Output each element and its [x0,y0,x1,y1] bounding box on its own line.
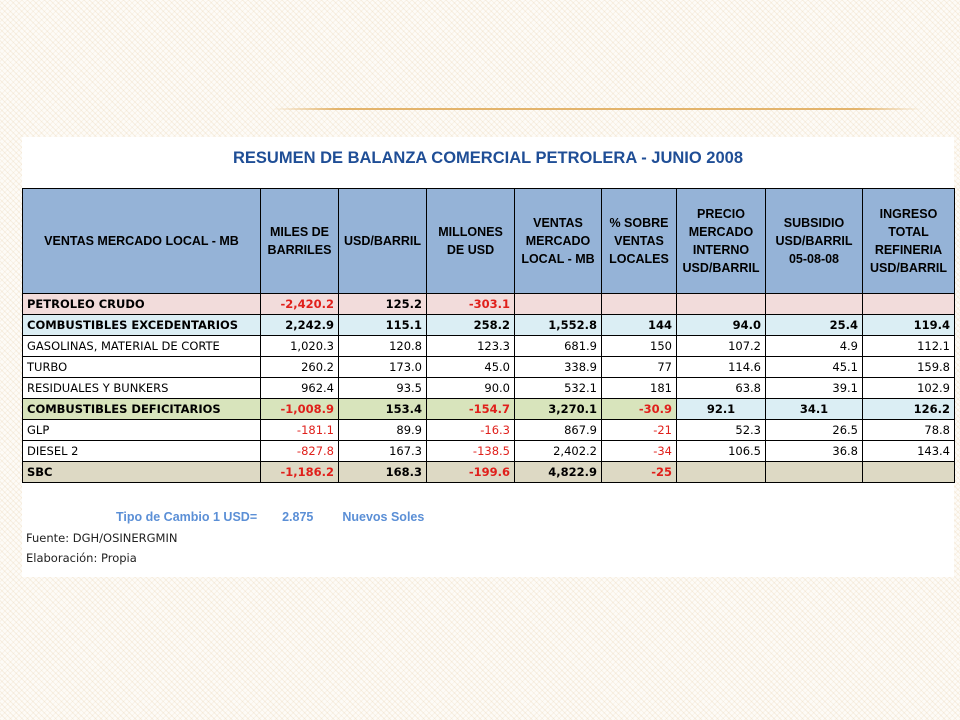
table-cell: -1,008.9 [261,399,339,420]
table-cell: 78.8 [863,420,955,441]
table-cell [863,462,955,483]
table-cell: 150 [602,336,677,357]
table-cell: 1,552.8 [515,315,602,336]
table-cell: -181.1 [261,420,339,441]
table-cell: 260.2 [261,357,339,378]
table-title: RESUMEN DE BALANZA COMERCIAL PETROLERA - JUNIO 2008 [232,149,744,167]
table-cell: 168.3 [339,462,427,483]
row-label-cell: GLP [23,420,261,441]
source-note: Fuente: DGH/OSINERGMIN [26,531,178,545]
table-cell: 63.8 [677,378,766,399]
exchange-rate-unit: Nuevos Soles [342,510,425,524]
table-cell [863,294,955,315]
table-row [23,336,955,357]
table-row [23,378,955,399]
exchange-rate-note [116,510,424,524]
table-cell: 338.9 [515,357,602,378]
table-cell: -16.3 [427,420,515,441]
table-cell: -1,186.2 [261,462,339,483]
table-cell: 167.3 [339,441,427,462]
table-cell: 962.4 [261,378,339,399]
table-cell: 125.2 [339,294,427,315]
table-cell: 532.1 [515,378,602,399]
table-cell: -2,420.2 [261,294,339,315]
table-cell: 114.6 [677,357,766,378]
table-row [23,420,955,441]
table-cell: -34 [602,441,677,462]
table-cell: -154.7 [427,399,515,420]
table-cell: 52.3 [677,420,766,441]
table-cell: 2,242.9 [261,315,339,336]
header-cell: INGRESO TOTAL REFINERIA USD/BARRIL [863,189,955,294]
table-cell: 94.0 [677,315,766,336]
table-cell: 102.9 [863,378,955,399]
table-cell: 681.9 [515,336,602,357]
table-cell: -827.8 [261,441,339,462]
table-cell: 123.3 [427,336,515,357]
table-cell: -303.1 [427,294,515,315]
table-cell: 2,402.2 [515,441,602,462]
table-cell: 126.2 [863,399,955,420]
exchange-rate-value: 2.875 [282,510,314,524]
table-cell: -30.9 [602,399,677,420]
table-cell: 89.9 [339,420,427,441]
trade-balance-table [22,188,955,483]
table-cell: 92.1 [677,399,766,420]
header-cell: USD/BARRIL [339,189,427,294]
table-cell: 3,270.1 [515,399,602,420]
table-cell: -199.6 [427,462,515,483]
table-cell [515,294,602,315]
header-row [23,189,955,294]
row-label-cell: RESIDUALES Y BUNKERS [23,378,261,399]
exchange-rate-label: Tipo de Cambio 1 USD= [116,510,258,524]
table-row [23,441,955,462]
table-row [23,357,955,378]
row-label-cell: GASOLINAS, MATERIAL DE CORTE [23,336,261,357]
table-cell [602,294,677,315]
header-cell: % SOBRE VENTAS LOCALES [602,189,677,294]
header-cell: MILLONES DE USD [427,189,515,294]
table-cell: -21 [602,420,677,441]
table-cell: 90.0 [427,378,515,399]
row-label-cell: DIESEL 2 [23,441,261,462]
row-label-cell: COMBUSTIBLES DEFICITARIOS [23,399,261,420]
table-cell: -138.5 [427,441,515,462]
table-cell: 4.9 [766,336,863,357]
table-cell: 173.0 [339,357,427,378]
table-cell: 112.1 [863,336,955,357]
table-cell: 153.4 [339,399,427,420]
table-cell: 45.1 [766,357,863,378]
table-cell: 143.4 [863,441,955,462]
header-cell: VENTAS MERCADO LOCAL - MB [515,189,602,294]
table-cell [766,294,863,315]
header-cell: SUBSIDIO USD/BARRIL 05-08-08 [766,189,863,294]
header-cell: VENTAS MERCADO LOCAL - MB [23,189,261,294]
table-row [23,399,955,420]
table-cell: 119.4 [863,315,955,336]
table-cell: 1,020.3 [261,336,339,357]
table-cell: 120.8 [339,336,427,357]
table-cell: 45.0 [427,357,515,378]
table-cell: 39.1 [766,378,863,399]
table-cell: 159.8 [863,357,955,378]
row-label-cell: TURBO [23,357,261,378]
table-cell: 26.5 [766,420,863,441]
decorative-divider-line [272,108,922,110]
row-label-cell: COMBUSTIBLES EXCEDENTARIOS [23,315,261,336]
table-row [23,462,955,483]
table-row [23,315,955,336]
table-cell: 107.2 [677,336,766,357]
table-cell: 181 [602,378,677,399]
table-cell: 77 [602,357,677,378]
table-cell: 867.9 [515,420,602,441]
table-cell: 144 [602,315,677,336]
table-cell: 258.2 [427,315,515,336]
table-cell: 25.4 [766,315,863,336]
header-cell: MILES DE BARRILES [261,189,339,294]
table-cell: -25 [602,462,677,483]
header-cell: PRECIO MERCADO INTERNO USD/BARRIL [677,189,766,294]
table-cell: 115.1 [339,315,427,336]
table-cell [766,462,863,483]
table-cell [677,462,766,483]
table-cell [677,294,766,315]
table-cell: 93.5 [339,378,427,399]
table-cell: 4,822.9 [515,462,602,483]
table-cell: 36.8 [766,441,863,462]
row-label-cell: PETROLEO CRUDO [23,294,261,315]
elaboration-note: Elaboración: Propia [26,551,137,565]
table-row [23,294,955,315]
table-cell: 34.1 [766,399,863,420]
row-label-cell: SBC [23,462,261,483]
table-cell: 106.5 [677,441,766,462]
